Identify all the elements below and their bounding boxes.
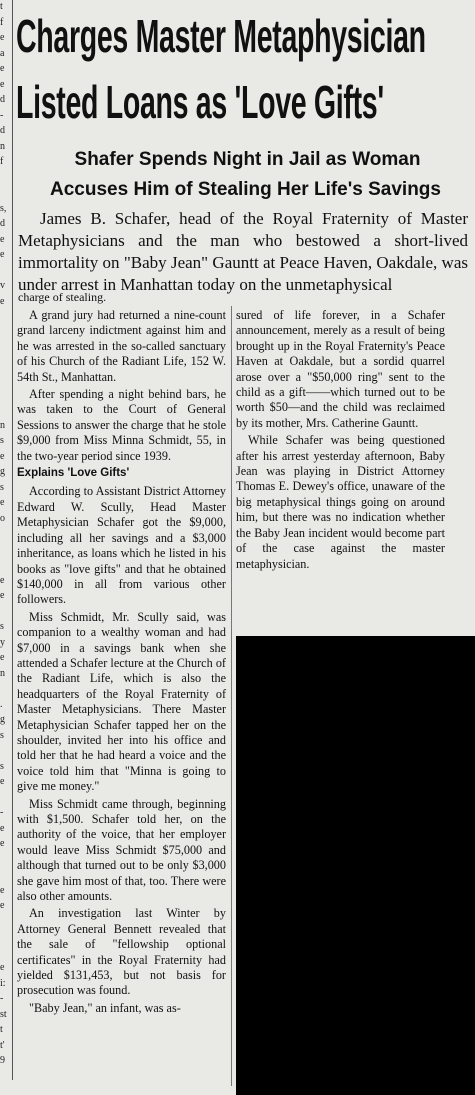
paragraph: "Baby Jean," an infant, was as- xyxy=(29,1000,181,1015)
margin-fragment: e xyxy=(0,776,5,787)
margin-fragment: s xyxy=(0,481,4,493)
margin-fragment xyxy=(0,682,12,698)
margin-fragment: t xyxy=(0,1024,3,1035)
margin-fragment xyxy=(0,403,12,419)
margin-fragment: t xyxy=(0,1,3,12)
margin-fragment: st xyxy=(0,1008,7,1020)
subheading: Explains 'Love Gifts' xyxy=(17,467,130,480)
margin-fragment: n xyxy=(0,140,5,152)
margin-fragment: s xyxy=(0,760,4,772)
margin-fragment xyxy=(0,605,12,621)
margin-fragment: . xyxy=(0,698,3,710)
margin-fragment: s xyxy=(0,621,4,632)
margin-fragment: d xyxy=(0,94,5,105)
margin-fragment: e xyxy=(0,497,5,508)
lead-paragraph: James B. Schafer, head of the Royal Fraternity of Master Metaphysicians and the man who bestowed a short-lived immortality on "Baby Jean" Gauntt at Peace Haven, Oakdale, was under arrest in Manhattan today on the unmetaphysical xyxy=(18,209,468,294)
margin-fragment: e xyxy=(0,32,5,43)
margin-fragment xyxy=(0,527,12,543)
margin-fragment: e xyxy=(0,884,5,896)
margin-fragment xyxy=(0,372,12,388)
margin-fragment: s xyxy=(0,729,4,741)
margin-fragment xyxy=(0,853,12,869)
lead-paragraph-tail: charge of stealing. xyxy=(18,290,107,304)
margin-fragment: e xyxy=(0,63,5,74)
margin-fragment: t' xyxy=(0,1039,5,1051)
paragraph: An investigation last Winter by Attorney General Bennett revealed that the sale of "fellowship optional certificates" in the Royal Fraternity had yielded $131,453, but not basis for prosecution was found. xyxy=(17,906,226,998)
margin-fragment xyxy=(0,558,12,574)
deck-line-2: Accuses Him of Stealing Her Life's Savings xyxy=(50,179,441,200)
margin-fragment: e xyxy=(0,822,5,834)
margin-fragment: 9 xyxy=(0,1055,5,1066)
margin-fragment: f xyxy=(0,16,4,28)
margin-fragment xyxy=(0,791,12,807)
margin-fragment: s xyxy=(0,435,4,446)
margin-fragment: e xyxy=(0,590,5,601)
margin-fragment xyxy=(0,264,12,280)
margin-fragment: a xyxy=(0,47,5,59)
margin-fragment: e xyxy=(0,78,5,90)
margin-fragment: g xyxy=(0,714,5,725)
margin-fragment xyxy=(0,930,12,946)
paragraph: While Schafer was being questioned after his arrest yesterday afternoon, Baby Jean was playing in District Attorney Thomas E. Dewey's office, unaware of the big metaphysical things going on around him, but there was no indication whether the Baby Jean incident would become part of the case against the master metaphysician. xyxy=(236,433,445,571)
margin-fragment: y xyxy=(0,636,5,648)
margin-fragment: s, xyxy=(0,202,7,214)
margin-fragment: e xyxy=(0,900,5,911)
column-divider xyxy=(231,306,232,1086)
paragraph: sured of life forever, in a Schafer announcement, merely as a result of being brought up in the Royal Fraternity's Peace Haven at Oakdale, but a sordid quarrel arose over a "$50,000 ring" sent to the child as a gift——which turned out to be worth $50—and the child was reclaimed by its mother, Mrs. Catherine Gauntt. xyxy=(236,308,445,430)
margin-fragment xyxy=(0,868,12,884)
margin-fragment xyxy=(0,310,12,326)
margin-fragment: - xyxy=(0,993,4,1004)
margin-fragment xyxy=(0,744,12,760)
margin-fragment: e xyxy=(0,574,5,586)
blank-scan-area xyxy=(236,636,475,1095)
margin-fragment xyxy=(0,388,12,404)
margin-fragment: e xyxy=(0,838,5,849)
margin-fragment: e xyxy=(0,450,5,462)
margin-fragment xyxy=(0,341,12,357)
margin-fragment: v xyxy=(0,280,5,291)
deck-line-1: Shafer Spends Night in Jail as Woman xyxy=(74,149,421,170)
margin-fragment: - xyxy=(0,109,4,121)
margin-fragment: n xyxy=(0,419,5,431)
margin-fragment xyxy=(0,326,12,342)
paragraph: Miss Schmidt, Mr. Scully said, was companion to a wealthy woman and had $7,000 in a savings bank when she attended a Schafer lecture at the Church of the Radiant Life, which is also the headquarters of the Royal Fraternity of Master Metaphysicians. There Master Metaphysician Schafer tapped her on the shoulder, invited her into his office and told her that he had heard a voice and the voice told him that "Minna is going to give me money." xyxy=(17,609,226,794)
margin-fragment: i: xyxy=(0,977,6,989)
margin-fragment: - xyxy=(0,807,4,818)
margin-fragment xyxy=(0,915,12,931)
paragraph: A grand jury had returned a nine-count grand larceny indictment against him and he was arrested in the so-called sanctuary of his Church of the Radiant Life, 152 W. 54th St., Manhattan. xyxy=(17,308,226,384)
headline-line-1: Charges Master Metaphysician xyxy=(16,10,426,62)
margin-fragment xyxy=(0,357,12,373)
margin-fragment xyxy=(0,543,12,559)
paragraph: Miss Schmidt came through, beginning with $1,500. Schafer told her, on the authority of the voice, that her employer would leave Miss Schmidt $75,000 and although that turned out to be only $3,000 she gave him most of that, too. There were also other amounts. xyxy=(17,796,226,904)
margin-fragment: e xyxy=(0,652,5,663)
margin-fragment: e xyxy=(0,295,5,307)
margin-fragment: d xyxy=(0,218,5,229)
margin-fragment xyxy=(0,946,12,962)
margin-fragment: d xyxy=(0,125,5,136)
margin-fragment: e xyxy=(0,249,5,260)
article-column-2 xyxy=(236,308,445,574)
margin-fragment: f xyxy=(0,156,4,167)
margin-fragment: n xyxy=(0,667,5,679)
paragraph: After spending a night behind bars, he was taken to the Court of General Sessions to answer the charge that he stole $9,000 from Miss Minna Schmidt, 55, in the two-year period since 1939. xyxy=(17,387,226,463)
headline-line-2: Listed Loans as 'Love Gifts' xyxy=(16,76,384,128)
margin-fragment: o xyxy=(0,512,5,524)
margin-fragment: e xyxy=(0,233,5,245)
margin-fragment: e xyxy=(0,962,5,973)
paragraph: According to Assistant District Attorney Edward W. Scully, Head Master Metaphysician Schafer got the $9,000, including all her savings and a $3,000 inheritance, as loans which he listed in his books as "love gifts" and that he obtained $140,000 in all from various other followers. xyxy=(17,484,226,607)
article-column-1 xyxy=(17,308,226,1018)
margin-fragment: g xyxy=(0,466,5,477)
